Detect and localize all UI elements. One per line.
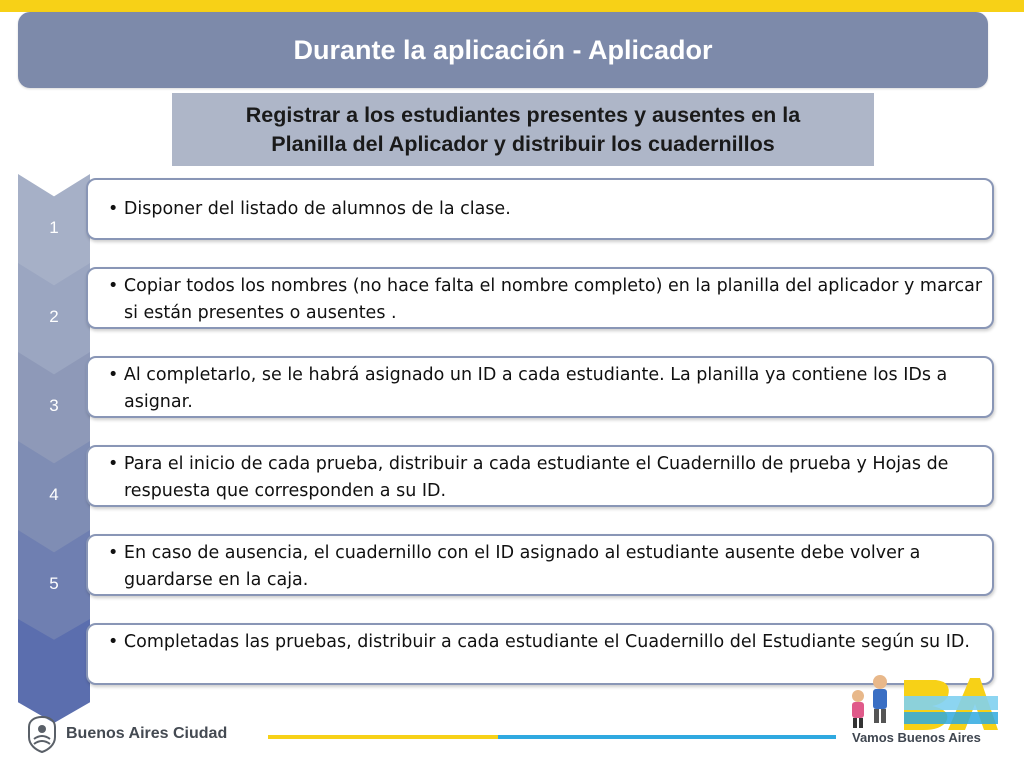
right-logo-text: Vamos Buenos Aires	[852, 730, 981, 745]
slide-title	[18, 12, 988, 88]
step-1-box	[86, 178, 994, 240]
step-2-text: • Copiar todos los nombres (no hace falta el nombre completo) en la planilla del aplicador y marcar si están presentes o ausentes .	[108, 276, 983, 323]
step-3-text: • Al completarlo, se le habrá asignado un ID a cada estudiante. La planilla ya contiene los IDs a asignar.	[108, 365, 948, 412]
step-2-text-content: Copiar todos los nombres (no hace falta el nombre completo) en la planilla del aplicador y marcar si están presentes o ausentes .	[123, 276, 983, 323]
step-4-text-content: Para el inicio de cada prueba, distribuir a cada estudiante el Cuadernillo de prueba y Hojas de respuesta que corresponden a su ID.	[123, 454, 949, 501]
step-4-box	[86, 445, 994, 507]
footer-line-yellow	[268, 735, 498, 739]
step-6-text-content: Completadas las pruebas, distribuir a cada estudiante el Cuadernillo del Estudiante según su ID.	[123, 632, 970, 652]
step-3-number: 3	[49, 396, 59, 415]
city-shield-icon	[26, 715, 58, 753]
step-5-text-content: En caso de ausencia, el cuadernillo con el ID asignado al estudiante ausente debe volver a guardarse en la caja.	[123, 543, 921, 590]
slide-title-text: Durante la aplicación - Aplicador	[293, 34, 713, 65]
step-1-text: • Disponer del listado de alumnos de la clase.	[108, 199, 511, 219]
subtitle-line-1: Registrar a los estudiantes presentes y ausentes en la	[245, 102, 801, 127]
step-6-text: • Completadas las pruebas, distribuir a cada estudiante el Cuadernillo del Estudiante según su ID.	[108, 632, 970, 652]
step-1-text-content: Disponer del listado de alumnos de la clase.	[123, 199, 511, 219]
step-1-number: 1	[49, 218, 59, 237]
top-yellow-band	[0, 0, 1024, 12]
buenos-aires-ciudad-logo	[26, 714, 227, 754]
left-logo-text: Buenos Aires Ciudad	[66, 725, 228, 742]
step-2-box	[86, 267, 994, 329]
footer-line-blue	[498, 735, 836, 739]
step-3-box	[86, 356, 994, 418]
subtitle-box	[172, 93, 874, 166]
step-2-number: 2	[49, 307, 59, 326]
step-5-box	[86, 534, 994, 596]
step-3-text-content: Al completarlo, se le habrá asignado un ID a cada estudiante. La planilla ya contiene los IDs a asignar.	[123, 365, 948, 412]
step-4-number: 4	[49, 485, 59, 504]
step-5-number: 5	[49, 574, 59, 593]
subtitle-line-2: Planilla del Aplicador y distribuir los cuadernillos	[271, 131, 775, 156]
step-4-text: • Para el inicio de cada prueba, distribuir a cada estudiante el Cuadernillo de prueba y Hojas de respuesta que corresponden a su ID.	[108, 454, 949, 501]
step-5-text: • En caso de ausencia, el cuadernillo con el ID asignado al estudiante ausente debe volver a guardarse en la caja.	[108, 543, 921, 590]
